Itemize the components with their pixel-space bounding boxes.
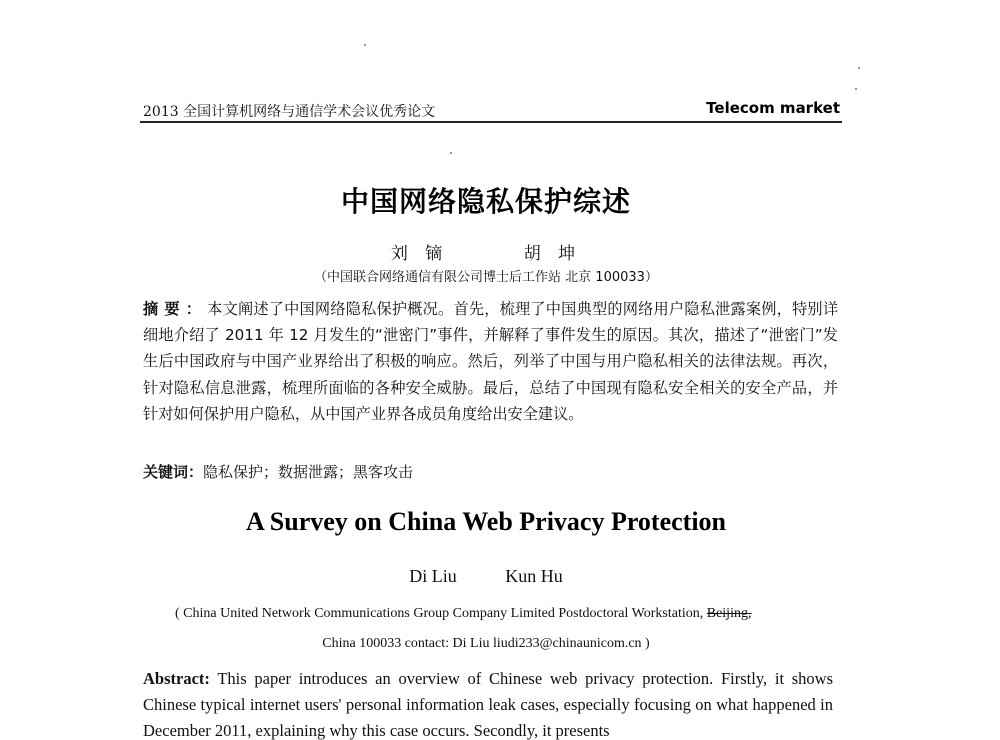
abstract-chinese — [143, 296, 838, 427]
abstract-cn-label: 摘要： — [143, 300, 208, 318]
authors-english — [0, 566, 972, 587]
running-header-conference: 2013 全国计算机网络与通信学术会议优秀论文 — [143, 104, 436, 120]
authors-chinese — [0, 239, 972, 264]
affiliation-english-line2: China 100033 contact: Di Liu liudi233@chinaunicom.cn ) — [322, 636, 650, 651]
author-cn-2: 胡 坤 — [523, 244, 582, 264]
paper-title-chinese: 中国网络隐私保护综述 — [340, 185, 631, 218]
affiliation-english-line1 — [175, 606, 751, 622]
scan-speck — [364, 44, 366, 46]
abstract-en-label: Abstract: — [143, 669, 210, 688]
keywords-chinese — [143, 461, 413, 482]
abstract-english — [143, 666, 833, 740]
author-cn-1: 刘 镝 — [390, 244, 449, 264]
abstract-en-text: This paper introduces an overview of Chinese web privacy protection. Firstly, it shows Chinese typical internet users' personal information leak cases, especially focusing on what happened in December 2011, explaining why this case occurs. Secondly, it presents — [143, 669, 833, 740]
header-divider — [140, 121, 842, 123]
keywords-cn-label: 关键词： — [143, 463, 204, 481]
abstract-cn-text: 本文阐述了中国网络隐私保护概况。首先，梳理了中国典型的网络用户隐私泄露案例，特别详细地介绍了 2011 年 12 月发生的“泄密门”事件，并解释了事件发生的原因。其次，描述了“泄密门”发生后中国政府与中国产业界给出了积极的响应。然后，列举了中国与用户隐私相关的法律法规。再次，针对隐私信息泄露，梳理所面临的各种安全威胁。最后，总结了中国现有隐私安全相关的安全产品，并针对如何保护用户隐私，从中国产业界各成员角度给出安全建议。 — [143, 300, 839, 423]
running-header-journal: Telecom market — [706, 99, 840, 117]
author-en-1: Di Liu — [409, 566, 457, 586]
affiliation-chinese: （中国联合网络通信有限公司博士后工作站 北京 100033） — [314, 270, 658, 285]
scan-speck — [858, 67, 860, 69]
author-en-2: Kun Hu — [505, 566, 563, 586]
affiliation-en-prefix: ( China United Network Communications Group Company Limited Postdoctoral Workstation, — [175, 606, 707, 621]
affiliation-en-struck: Beijing, — [706, 606, 752, 621]
scan-speck — [855, 88, 857, 90]
paper-title-english: A Survey on China Web Privacy Protection — [245, 507, 727, 536]
keywords-cn-text: 隐私保护；数据泄露；黑客攻击 — [203, 463, 414, 481]
scan-speck — [450, 152, 452, 154]
